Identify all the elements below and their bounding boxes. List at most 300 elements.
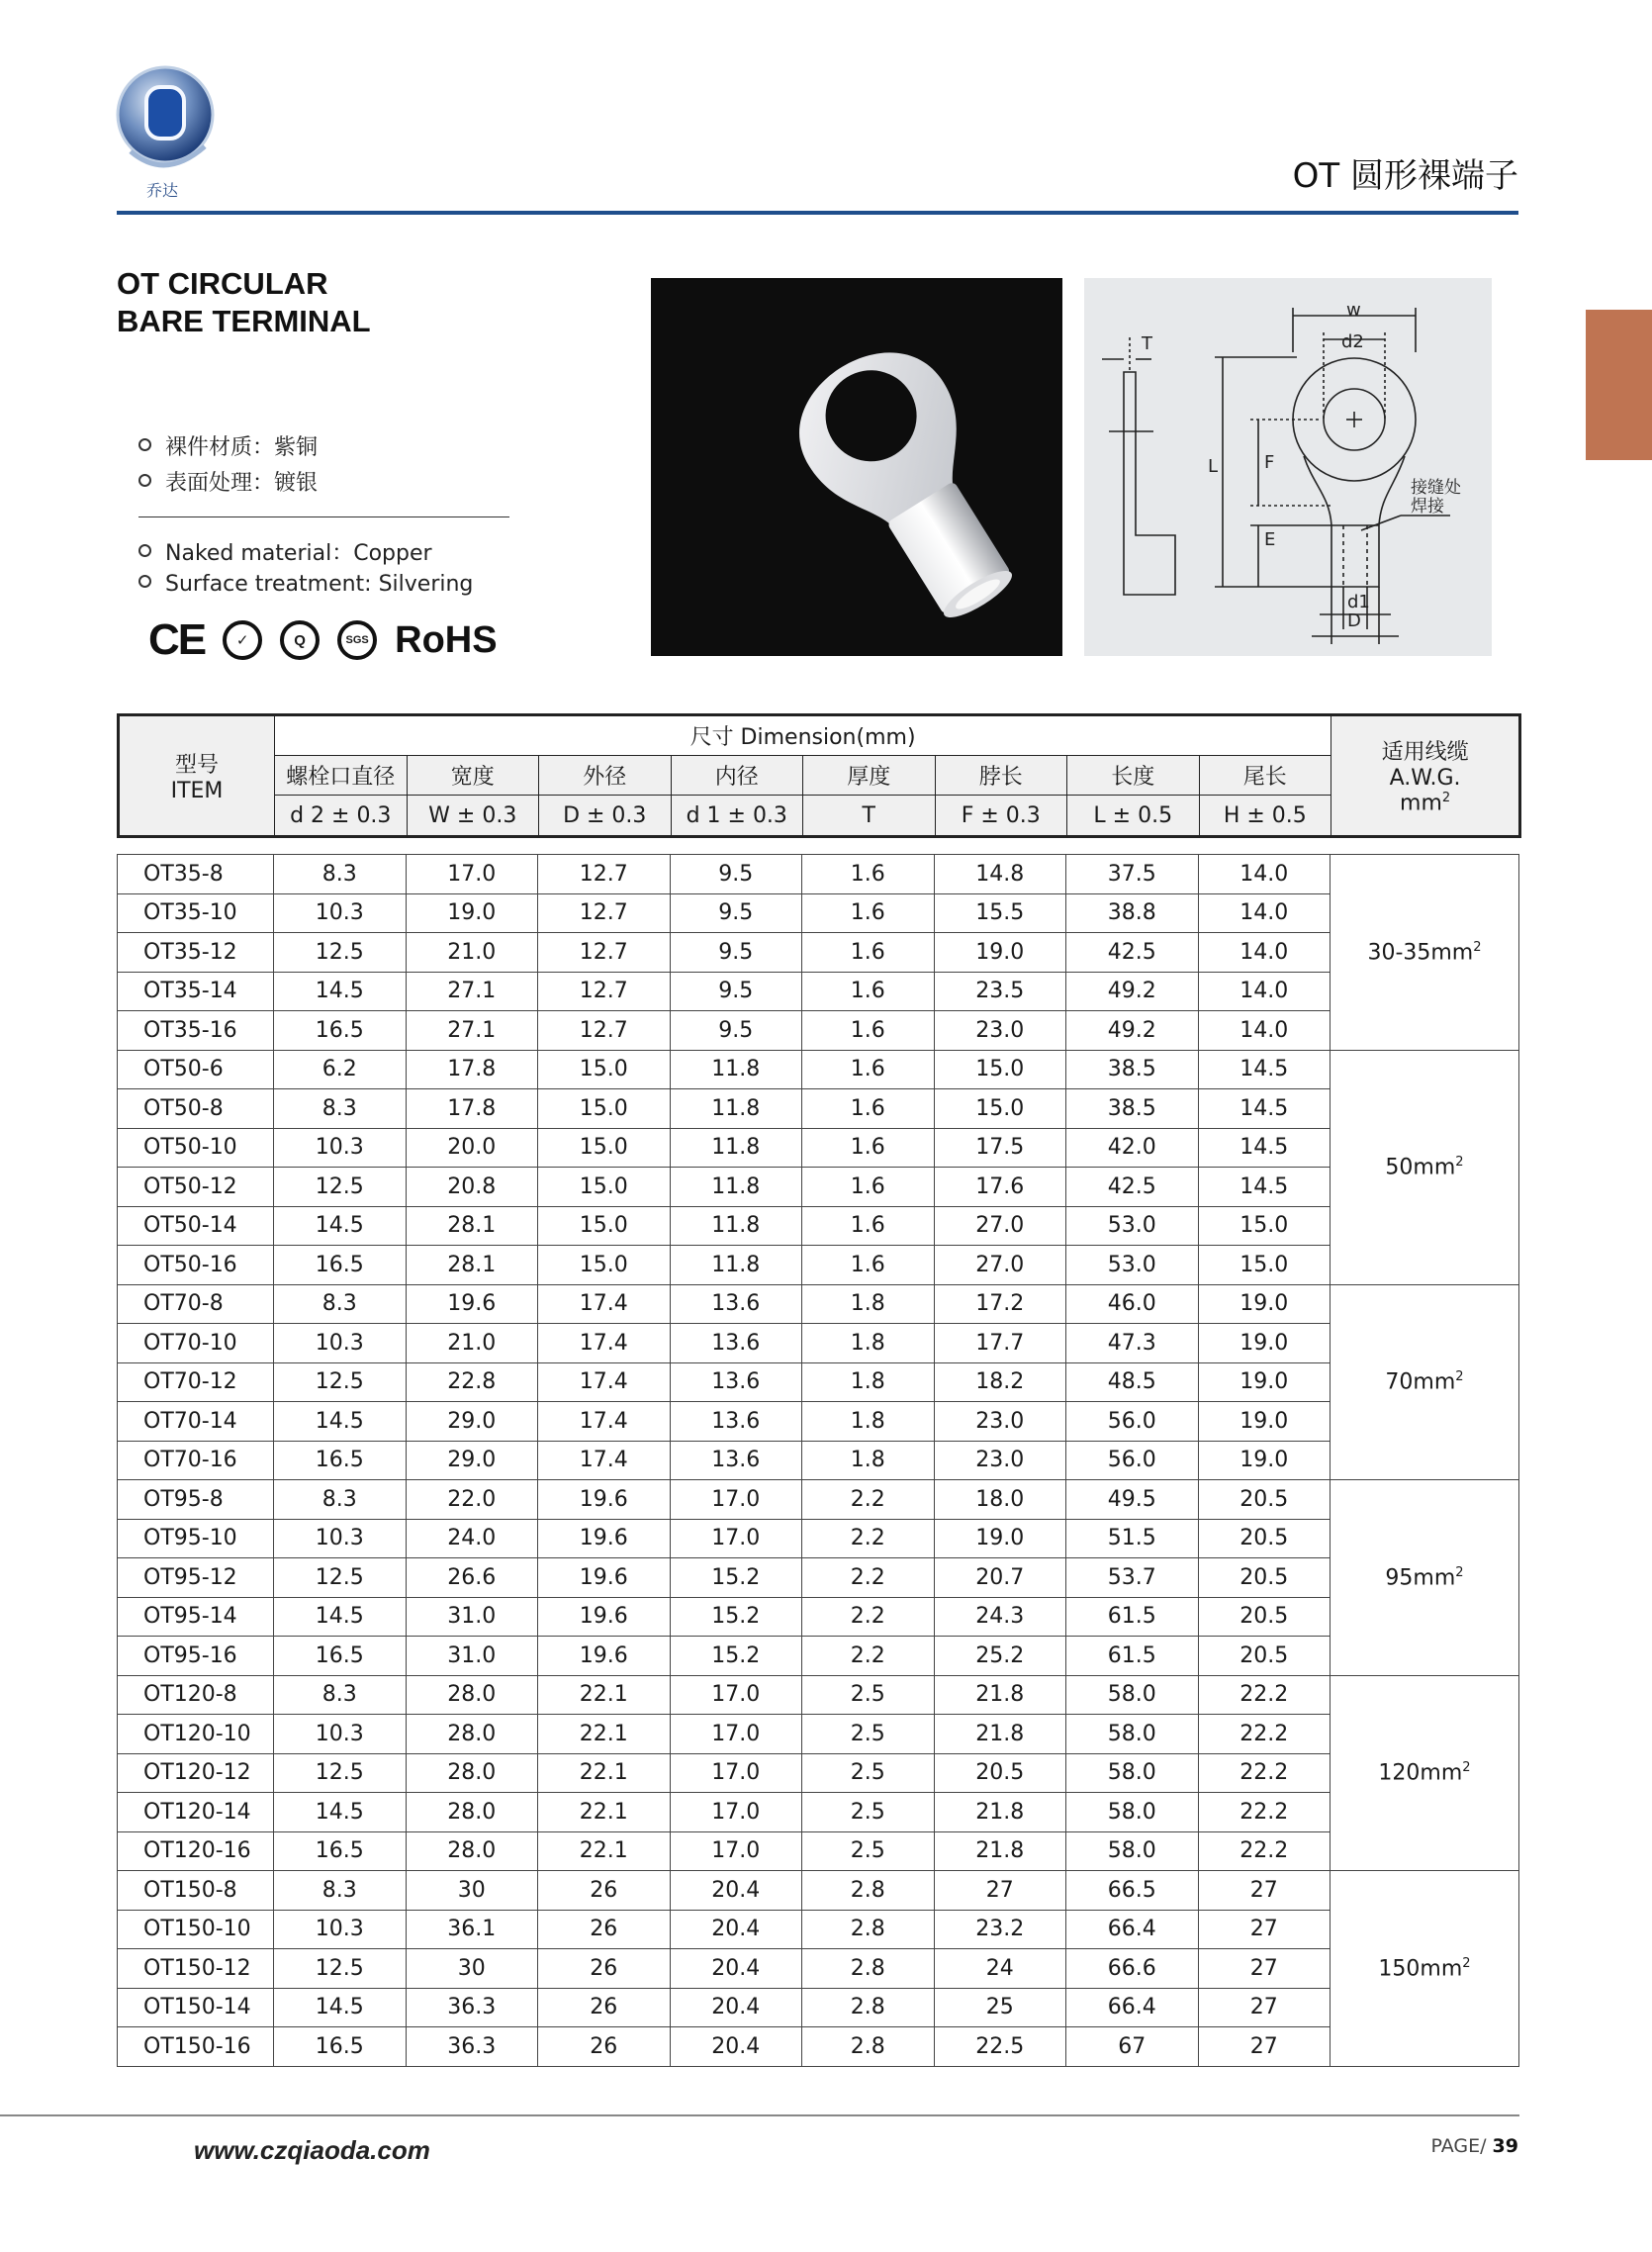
item-cell: OT35-14 [118,972,274,1011]
value-cell: 30 [406,1949,538,1989]
value-cell: 1.6 [802,855,935,894]
value-cell: 1.6 [802,1089,935,1129]
table-row [118,1441,1519,1480]
item-cell: OT95-12 [118,1558,274,1598]
table-row [118,1362,1519,1402]
value-cell: 20.5 [1198,1597,1331,1637]
value-cell: 14.8 [934,855,1066,894]
value-cell: 36.3 [406,2027,538,2067]
value-cell: 12.7 [538,855,671,894]
value-cell: 11.8 [670,1128,802,1168]
value-cell: 12.7 [538,972,671,1011]
table-row [118,1402,1519,1442]
quality-mark-icon: Q [280,620,320,660]
dim-label-d: D [1347,610,1361,631]
column-header-code: H ± 0.5 [1199,796,1331,837]
value-cell: 20.5 [934,1753,1066,1793]
value-cell: 1.6 [802,1168,935,1207]
value-cell: 1.8 [802,1441,935,1480]
value-cell: 49.2 [1066,1011,1199,1051]
value-cell: 66.6 [1066,1949,1199,1989]
value-cell: 14.5 [1198,1128,1331,1168]
value-cell: 66.4 [1066,1910,1199,1949]
value-cell: 14.0 [1198,933,1331,973]
column-header-cn: 长度 [1067,756,1200,796]
awg-cell: $30-35mm^2$ [1331,855,1519,1051]
value-cell: 13.6 [670,1362,802,1402]
value-cell: 19.0 [406,893,538,933]
spec-table-header [117,713,1521,838]
value-cell: 15.0 [538,1206,671,1246]
value-cell: 19.0 [1198,1402,1331,1442]
value-cell: 10.3 [274,1715,407,1754]
value-cell: 8.3 [274,1871,407,1911]
section-side-tab [1586,310,1652,460]
product-title-line-1: OT CIRCULAR [117,266,328,301]
value-cell: 53.7 [1066,1558,1199,1598]
value-cell: 22.2 [1198,1715,1331,1754]
item-cell: OT50-10 [118,1128,274,1168]
value-cell: 2.5 [802,1793,935,1832]
value-cell: 26 [538,1871,671,1911]
awg-cell: $95mm^2$ [1331,1480,1519,1676]
value-cell: 13.6 [670,1402,802,1442]
value-cell: 23.0 [934,1011,1066,1051]
value-cell: 25.2 [934,1637,1066,1676]
value-cell: 1.6 [802,933,935,973]
table-row [118,1246,1519,1285]
value-cell: 58.0 [1066,1675,1199,1715]
value-cell: 15.0 [538,1089,671,1129]
value-cell: 27 [934,1871,1066,1911]
column-header-code: d 2 ± 0.3 [275,796,408,837]
value-cell: 10.3 [274,1128,407,1168]
value-cell: 28.0 [406,1793,538,1832]
awg-cell: $150mm^2$ [1331,1871,1519,2067]
column-header-code: F ± 0.3 [935,796,1067,837]
value-cell: 58.0 [1066,1753,1199,1793]
value-cell: 26.6 [406,1558,538,1598]
table-row [118,1637,1519,1676]
value-cell: 2.5 [802,1715,935,1754]
value-cell: 11.8 [670,1168,802,1207]
value-cell: 17.6 [934,1168,1066,1207]
value-cell: 31.0 [406,1637,538,1676]
value-cell: 2.2 [802,1597,935,1637]
value-cell: 23.0 [934,1402,1066,1442]
item-cell: OT150-14 [118,1988,274,2027]
item-cell: OT120-10 [118,1715,274,1754]
value-cell: 19.6 [538,1637,671,1676]
value-cell: 2.8 [802,2027,935,2067]
value-cell: 27.0 [934,1246,1066,1285]
value-cell: 2.2 [802,1637,935,1676]
value-cell: 37.5 [1066,855,1199,894]
value-cell: 20.4 [670,2027,802,2067]
table-row [118,933,1519,973]
value-cell: 27 [1198,1949,1331,1989]
footer-website[interactable]: www.czqiaoda.com [194,2135,430,2165]
value-cell: 17.0 [670,1753,802,1793]
value-cell: 12.7 [538,1011,671,1051]
value-cell: 17.4 [538,1402,671,1442]
table-row [118,1910,1519,1949]
table-row [118,972,1519,1011]
value-cell: 53.0 [1066,1206,1199,1246]
column-header-cn: 厚度 [803,756,936,796]
bullet-icon [138,544,151,557]
table-row [118,1089,1519,1129]
value-cell: 9.5 [670,933,802,973]
value-cell: 58.0 [1066,1715,1199,1754]
table-row [118,1988,1519,2027]
column-header-code: W ± 0.3 [407,796,539,837]
dim-label-t: T [1142,333,1152,354]
value-cell: 20.4 [670,1949,802,1989]
awg-cell: $120mm^2$ [1331,1675,1519,1871]
value-cell: 15.2 [670,1597,802,1637]
value-cell: 47.3 [1066,1324,1199,1363]
value-cell: 1.6 [802,1128,935,1168]
value-cell: 14.5 [1198,1168,1331,1207]
value-cell: 15.0 [934,1050,1066,1089]
value-cell: 12.5 [274,1949,407,1989]
sgs-mark-icon: SGS [337,620,377,660]
item-cell: OT95-16 [118,1637,274,1676]
header-dimension-title: 尺寸 Dimension(mm) [275,715,1331,756]
value-cell: 31.0 [406,1597,538,1637]
value-cell: 19.6 [538,1597,671,1637]
table-row [118,1128,1519,1168]
value-cell: 20.5 [1198,1637,1331,1676]
value-cell: 15.2 [670,1558,802,1598]
value-cell: 19.6 [538,1480,671,1520]
item-cell: OT35-10 [118,893,274,933]
value-cell: 11.8 [670,1050,802,1089]
value-cell: 28.0 [406,1831,538,1871]
bullet-icon [138,438,151,451]
item-cell: OT50-12 [118,1168,274,1207]
bullet-icon [138,575,151,588]
value-cell: 2.8 [802,1949,935,1989]
value-cell: 38.5 [1066,1089,1199,1129]
item-cell: OT50-14 [118,1206,274,1246]
footer-divider [0,2114,1519,2116]
table-row [118,1949,1519,1989]
value-cell: 2.5 [802,1675,935,1715]
value-cell: 38.5 [1066,1050,1199,1089]
value-cell: 12.7 [538,893,671,933]
table-row [118,1206,1519,1246]
value-cell: 29.0 [406,1441,538,1480]
awg-cell: $50mm^2$ [1331,1050,1519,1284]
dim-label-d1: d1 [1347,592,1370,612]
item-cell: OT120-8 [118,1675,274,1715]
table-row [118,1793,1519,1832]
column-header-code: d 1 ± 0.3 [671,796,803,837]
value-cell: 13.6 [670,1324,802,1363]
value-cell: 17.8 [406,1089,538,1129]
value-cell: 21.8 [934,1675,1066,1715]
value-cell: 17.4 [538,1284,671,1324]
value-cell: 15.0 [538,1128,671,1168]
value-cell: 36.1 [406,1910,538,1949]
value-cell: 20.0 [406,1128,538,1168]
value-cell: 27 [1198,1871,1331,1911]
value-cell: 29.0 [406,1402,538,1442]
value-cell: 10.3 [274,1519,407,1558]
value-cell: 16.5 [274,1637,407,1676]
value-cell: 15.0 [538,1168,671,1207]
spec-surface-cn: 表面处理：镀银 [138,466,318,497]
table-row [118,1597,1519,1637]
value-cell: 15.2 [670,1637,802,1676]
value-cell: 19.0 [1198,1324,1331,1363]
item-cell: OT35-16 [118,1011,274,1051]
value-cell: 22.2 [1198,1831,1331,1871]
value-cell: 2.8 [802,1988,935,2027]
column-header-code: L ± 0.5 [1067,796,1200,837]
value-cell: 28.0 [406,1715,538,1754]
value-cell: 1.6 [802,1050,935,1089]
item-cell: OT50-6 [118,1050,274,1089]
value-cell: 19.6 [538,1519,671,1558]
value-cell: 38.8 [1066,893,1199,933]
value-cell: 17.4 [538,1441,671,1480]
value-cell: 12.5 [274,1753,407,1793]
dim-label-e: E [1264,529,1276,550]
value-cell: 10.3 [274,1324,407,1363]
spec-material-en: Naked material：Copper [138,536,432,567]
value-cell: 26 [538,1910,671,1949]
item-cell: OT95-8 [118,1480,274,1520]
column-header-cn: 尾长 [1199,756,1331,796]
value-cell: 16.5 [274,2027,407,2067]
certification-marks [148,613,498,667]
value-cell: 27 [1198,1988,1331,2027]
value-cell: 17.4 [538,1362,671,1402]
value-cell: 42.5 [1066,1168,1199,1207]
value-cell: 16.5 [274,1831,407,1871]
bullet-icon [138,474,151,487]
value-cell: 10.3 [274,1910,407,1949]
value-cell: 21.0 [406,1324,538,1363]
value-cell: 53.0 [1066,1246,1199,1285]
value-cell: 14.5 [274,1597,407,1637]
value-cell: 12.5 [274,1558,407,1598]
value-cell: 66.5 [1066,1871,1199,1911]
value-cell: 21.0 [406,933,538,973]
value-cell: 6.2 [274,1050,407,1089]
item-cell: OT70-10 [118,1324,274,1363]
item-cell: OT150-12 [118,1949,274,1989]
value-cell: 2.5 [802,1753,935,1793]
value-cell: 23.2 [934,1910,1066,1949]
item-cell: OT70-16 [118,1441,274,1480]
value-cell: 1.6 [802,1206,935,1246]
value-cell: 22.5 [934,2027,1066,2067]
value-cell: 16.5 [274,1441,407,1480]
table-row [118,1480,1519,1520]
value-cell: 17.2 [934,1284,1066,1324]
technical-drawing [1084,278,1492,656]
value-cell: 2.2 [802,1519,935,1558]
value-cell: 19.0 [1198,1284,1331,1324]
value-cell: 12.7 [538,933,671,973]
value-cell: 20.5 [1198,1519,1331,1558]
table-row [118,1324,1519,1363]
value-cell: 8.3 [274,1089,407,1129]
quality-check-icon: ✓ [223,620,262,660]
product-title-line-2: BARE TERMINAL [117,304,371,338]
value-cell: 28.0 [406,1753,538,1793]
value-cell: 22.2 [1198,1793,1331,1832]
table-row [118,855,1519,894]
value-cell: 24.0 [406,1519,538,1558]
value-cell: 12.5 [274,1168,407,1207]
value-cell: 15.0 [934,1089,1066,1129]
value-cell: 1.8 [802,1284,935,1324]
value-cell: 36.3 [406,1988,538,2027]
table-row [118,1519,1519,1558]
value-cell: 15.0 [1198,1246,1331,1285]
value-cell: 10.3 [274,893,407,933]
value-cell: 2.8 [802,1871,935,1911]
value-cell: 20.5 [1198,1558,1331,1598]
value-cell: 27.1 [406,972,538,1011]
item-cell: OT120-12 [118,1753,274,1793]
value-cell: 28.0 [406,1675,538,1715]
value-cell: 2.2 [802,1558,935,1598]
item-cell: OT35-12 [118,933,274,973]
item-cell: OT150-16 [118,2027,274,2067]
value-cell: 14.0 [1198,972,1331,1011]
value-cell: 22.1 [538,1675,671,1715]
table-row [118,1675,1519,1715]
value-cell: 56.0 [1066,1441,1199,1480]
value-cell: 1.6 [802,1246,935,1285]
column-header-cn: 内径 [671,756,803,796]
value-cell: 14.5 [274,1793,407,1832]
item-cell: OT120-16 [118,1831,274,1871]
value-cell: 42.5 [1066,933,1199,973]
value-cell: 42.0 [1066,1128,1199,1168]
table-row [118,1011,1519,1051]
value-cell: 12.5 [274,933,407,973]
value-cell: 17.0 [670,1715,802,1754]
value-cell: 14.5 [274,1206,407,1246]
header-divider [117,211,1518,215]
value-cell: 27 [1198,1910,1331,1949]
value-cell: 22.8 [406,1362,538,1402]
value-cell: 12.5 [274,1362,407,1402]
table-row [118,1871,1519,1911]
value-cell: 26 [538,1949,671,1989]
dim-label-f: F [1264,452,1275,473]
value-cell: 9.5 [670,855,802,894]
value-cell: 26 [538,2027,671,2067]
item-cell: OT150-8 [118,1871,274,1911]
value-cell: 15.0 [1198,1206,1331,1246]
value-cell: 8.3 [274,1675,407,1715]
dim-label-w: w [1346,300,1361,321]
table-row [118,893,1519,933]
value-cell: 49.2 [1066,972,1199,1011]
value-cell: 20.4 [670,1988,802,2027]
value-cell: 14.0 [1198,1011,1331,1051]
table-row [118,1715,1519,1754]
value-cell: 14.5 [274,1402,407,1442]
value-cell: 48.5 [1066,1362,1199,1402]
value-cell: 1.6 [802,972,935,1011]
value-cell: 1.8 [802,1324,935,1363]
value-cell: 27.0 [934,1206,1066,1246]
value-cell: 18.0 [934,1480,1066,1520]
product-photo [651,278,1062,656]
value-cell: 46.0 [1066,1284,1199,1324]
table-row [118,1284,1519,1324]
value-cell: 19.0 [934,1519,1066,1558]
column-header-cn: 螺栓口直径 [275,756,408,796]
value-cell: 49.5 [1066,1480,1199,1520]
header-item: 型号 ITEM [119,715,275,837]
awg-cell: $70mm^2$ [1331,1284,1519,1480]
value-cell: 22.2 [1198,1753,1331,1793]
value-cell: 20.4 [670,1871,802,1911]
value-cell: 9.5 [670,972,802,1011]
value-cell: 17.0 [670,1793,802,1832]
value-cell: 17.4 [538,1324,671,1363]
table-row [118,1558,1519,1598]
item-cell: OT150-10 [118,1910,274,1949]
value-cell: 17.0 [670,1519,802,1558]
value-cell: 17.0 [670,1831,802,1871]
value-cell: 66.4 [1066,1988,1199,2027]
logo-caption: 乔达 [146,181,179,200]
value-cell: 30 [406,1871,538,1911]
value-cell: 17.5 [934,1128,1066,1168]
column-header-code: T [803,796,936,837]
value-cell: 8.3 [274,1480,407,1520]
table-row [118,1050,1519,1089]
value-cell: 2.2 [802,1480,935,1520]
value-cell: 11.8 [670,1246,802,1285]
value-cell: 58.0 [1066,1793,1199,1832]
value-cell: 19.6 [406,1284,538,1324]
value-cell: 19.6 [538,1558,671,1598]
value-cell: 61.5 [1066,1597,1199,1637]
footer-page-number: PAGE/ 39 [1430,2135,1518,2157]
value-cell: 19.0 [934,933,1066,973]
table-row [118,1831,1519,1871]
value-cell: 20.4 [670,1910,802,1949]
column-header-code: D ± 0.3 [539,796,672,837]
value-cell: 18.2 [934,1362,1066,1402]
value-cell: 13.6 [670,1441,802,1480]
value-cell: 11.8 [670,1206,802,1246]
value-cell: 27 [1198,2027,1331,2067]
value-cell: 28.1 [406,1246,538,1285]
item-cell: OT120-14 [118,1793,274,1832]
product-title [117,265,371,340]
value-cell: 21.8 [934,1715,1066,1754]
value-cell: 61.5 [1066,1637,1199,1676]
value-cell: 19.0 [1198,1441,1331,1480]
value-cell: 15.0 [538,1246,671,1285]
value-cell: 2.5 [802,1831,935,1871]
value-cell: 1.6 [802,893,935,933]
column-header-cn: 外径 [539,756,672,796]
